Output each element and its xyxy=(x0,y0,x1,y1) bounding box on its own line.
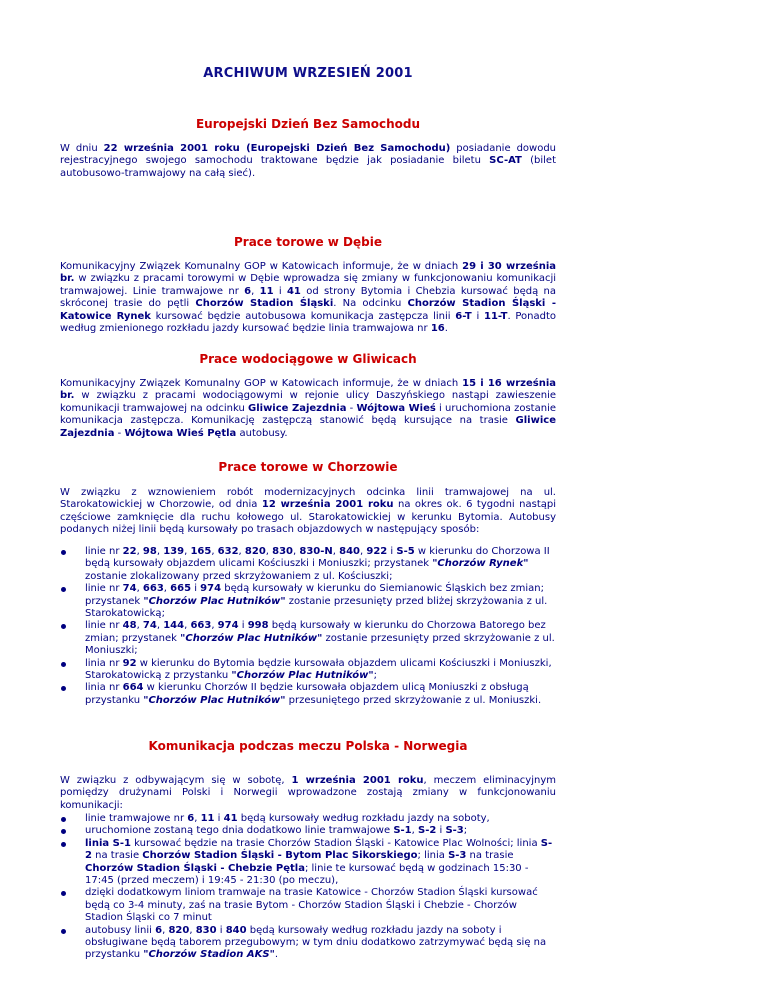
list-item: linie tramwajowe nr 6, 11 i 41 będą kursowały według rozkładu jazdy na soboty, xyxy=(60,813,556,825)
list-item: linia S-1 kursować będzie na trasie Chorzów Stadion Śląski - Katowice Plac Wolności; linia S-2 na trasie Chorzów Stadion Śląski - Bytom Plac Sikorskiego; linia S-3 na trasie Chorzów Stadion Śląski - Chebzie Pętla; linie te kursować będą w godzinach 15:30 - 17:45 (przed meczem) i 19:45 - 21:30 (po meczu), xyxy=(60,838,556,888)
section-title-chorzow-track-works: Prace torowe w Chorzowie xyxy=(218,460,398,474)
section-text-match-transport: W związku z odbywającym się w sobotę, 1 września 2001 roku, meczem eliminacyjnym pomiędzy drużynami Polski i Norwegii wprowadzone zostają zmiany w funkcjonowaniu komunikacji: xyxy=(60,775,556,811)
chorzow-detour-list xyxy=(60,546,556,707)
list-item: linie nr 74, 663, 665 i 974 będą kursowały w kierunku do Siemianowic Śląskich bez zmian; przystanek "Chorzów Plac Hutników" zostanie przesunięty przed bliżej skrzyżowania z ul. Starokatowicką; xyxy=(60,583,556,620)
list-item: linia nr 664 w kierunku Chorzów II będzie kursowała objazdem ulicą Moniuszki z obsługą przystanku "Chorzów Plac Hutników" przesuniętego przed skrzyżowanie z ul. Moniuszki. xyxy=(60,682,556,707)
section-text-chorzow-track-works: W związku z wznowieniem robót modernizacyjnych odcinka linii tramwajowej na ul. Starokatowickiej w Chorzowie, od dnia 12 września 2001 roku na okres ok. 6 tygodni nastąpi częściowe zamknięcie dla ruchu kołowego ul. Starokatowickiej w kerunku Bytomia. Autobusy podanych niżej linii będą kursowały po trasach objazdowych w następujący sposób: xyxy=(60,487,556,536)
match-transport-list xyxy=(60,813,556,962)
list-item: linia nr 92 w kierunku do Bytomia będzie kursowała objazdem ulicami Kościuszki i Moniuszki, Starokatowicką z przystanku "Chorzów Plac Hutników"; xyxy=(60,658,556,683)
list-item: autobusy linii 6, 820, 830 i 840 będą kursowały według rozkładu jazdy na soboty i obsługiwane będą taborem przegubowym; w tym dniu dodatkowo zatrzymywać będą się na przystanku "Chorzów Stadion AKS". xyxy=(60,925,556,962)
list-item: dzięki dodatkowym liniom tramwaje na trasie Katowice - Chorzów Stadion Śląski kursować będą co 3-4 minuty, zaś na trasie Bytom - Chorzów Stadion Śląski i Chebzie - Chorzów Stadion Śląski co 7 minut xyxy=(60,887,556,924)
list-item: linie nr 22, 98, 139, 165, 632, 820, 830, 830-N, 840, 922 i S-5 w kierunku do Chorzowa II będą kursowały objazdem ulicami Kościuszki i Moniuszki; przystanek "Chorzów Rynek" zostanie zlokalizowany przed skrzyżowaniem z ul. Kościuszki; xyxy=(60,546,556,583)
page-title: ARCHIWUM WRZESIEŃ 2001 xyxy=(203,66,413,81)
list-item: uruchomione zostaną tego dnia dodatkowo linie tramwajowe S-1, S-2 i S-3; xyxy=(60,825,556,837)
section-title-car-free-day: Europejski Dzień Bez Samochodu xyxy=(195,117,421,131)
section-title-match-transport: Komunikacja podczas meczu Polska - Norwegia xyxy=(148,739,468,753)
section-title-deby-track-works: Prace torowe w Dębie xyxy=(234,235,382,249)
section-text-gliwice-water-works: Komunikacyjny Związek Komunalny GOP w Katowicach informuje, że w dniach 15 i 16 września br. w związku z pracami wodociągowymi w rejonie ulicy Daszyńskiego nastąpi zawieszenie komunikacji tramwajowej na odcinku Gliwice Zajezdnia - Wójtowa Wieś i uruchomiona zostanie komunikacja zastępcza. Komunikację zastępczą stanowić będą kursujące na trasie Gliwice Zajezdnia - Wójtowa Wieś Pętla autobusy. xyxy=(60,378,556,439)
section-text-deby-track-works: Komunikacyjny Związek Komunalny GOP w Katowicach informuje, że w dniach 29 i 30 września br. w związku z pracami torowymi w Dębie wprowadza się zmiany w funkcjonowaniu komunikacji tramwajowej. Linie tramwajowe nr 6, 11 i 41 od strony Bytomia i Chebzia kursować będą na skróconej trasie do pętli Chorzów Stadion Śląski. Na odcinku Chorzów Stadion Śląski - Katowice Rynek kursować będzie autobusowa komunikacja zastępcza linii 6-T i 11-T. Ponadto według zmienionego rozkładu jazdy kursować będzie linia tramwajowa nr 16. xyxy=(60,261,557,335)
list-item: linie nr 48, 74, 144, 663, 974 i 998 będą kursowały w kierunku do Chorzowa Batorego bez zmian; przystanek "Chorzów Plac Hutników" zostanie przesunięty przed skrzyżowanie z ul. Moniuszki; xyxy=(60,620,556,657)
section-title-gliwice-water-works: Prace wodociągowe w Gliwicach xyxy=(199,352,417,366)
section-text-car-free-day: W dniu 22 września 2001 roku (Europejski Dzień Bez Samochodu) posiadanie dowodu rejestracyjnego swojego samochodu traktowane będzie jak posiadanie biletu SC-AT (bilet autobusowo-tramwajowy na całą sieć). xyxy=(60,143,557,179)
